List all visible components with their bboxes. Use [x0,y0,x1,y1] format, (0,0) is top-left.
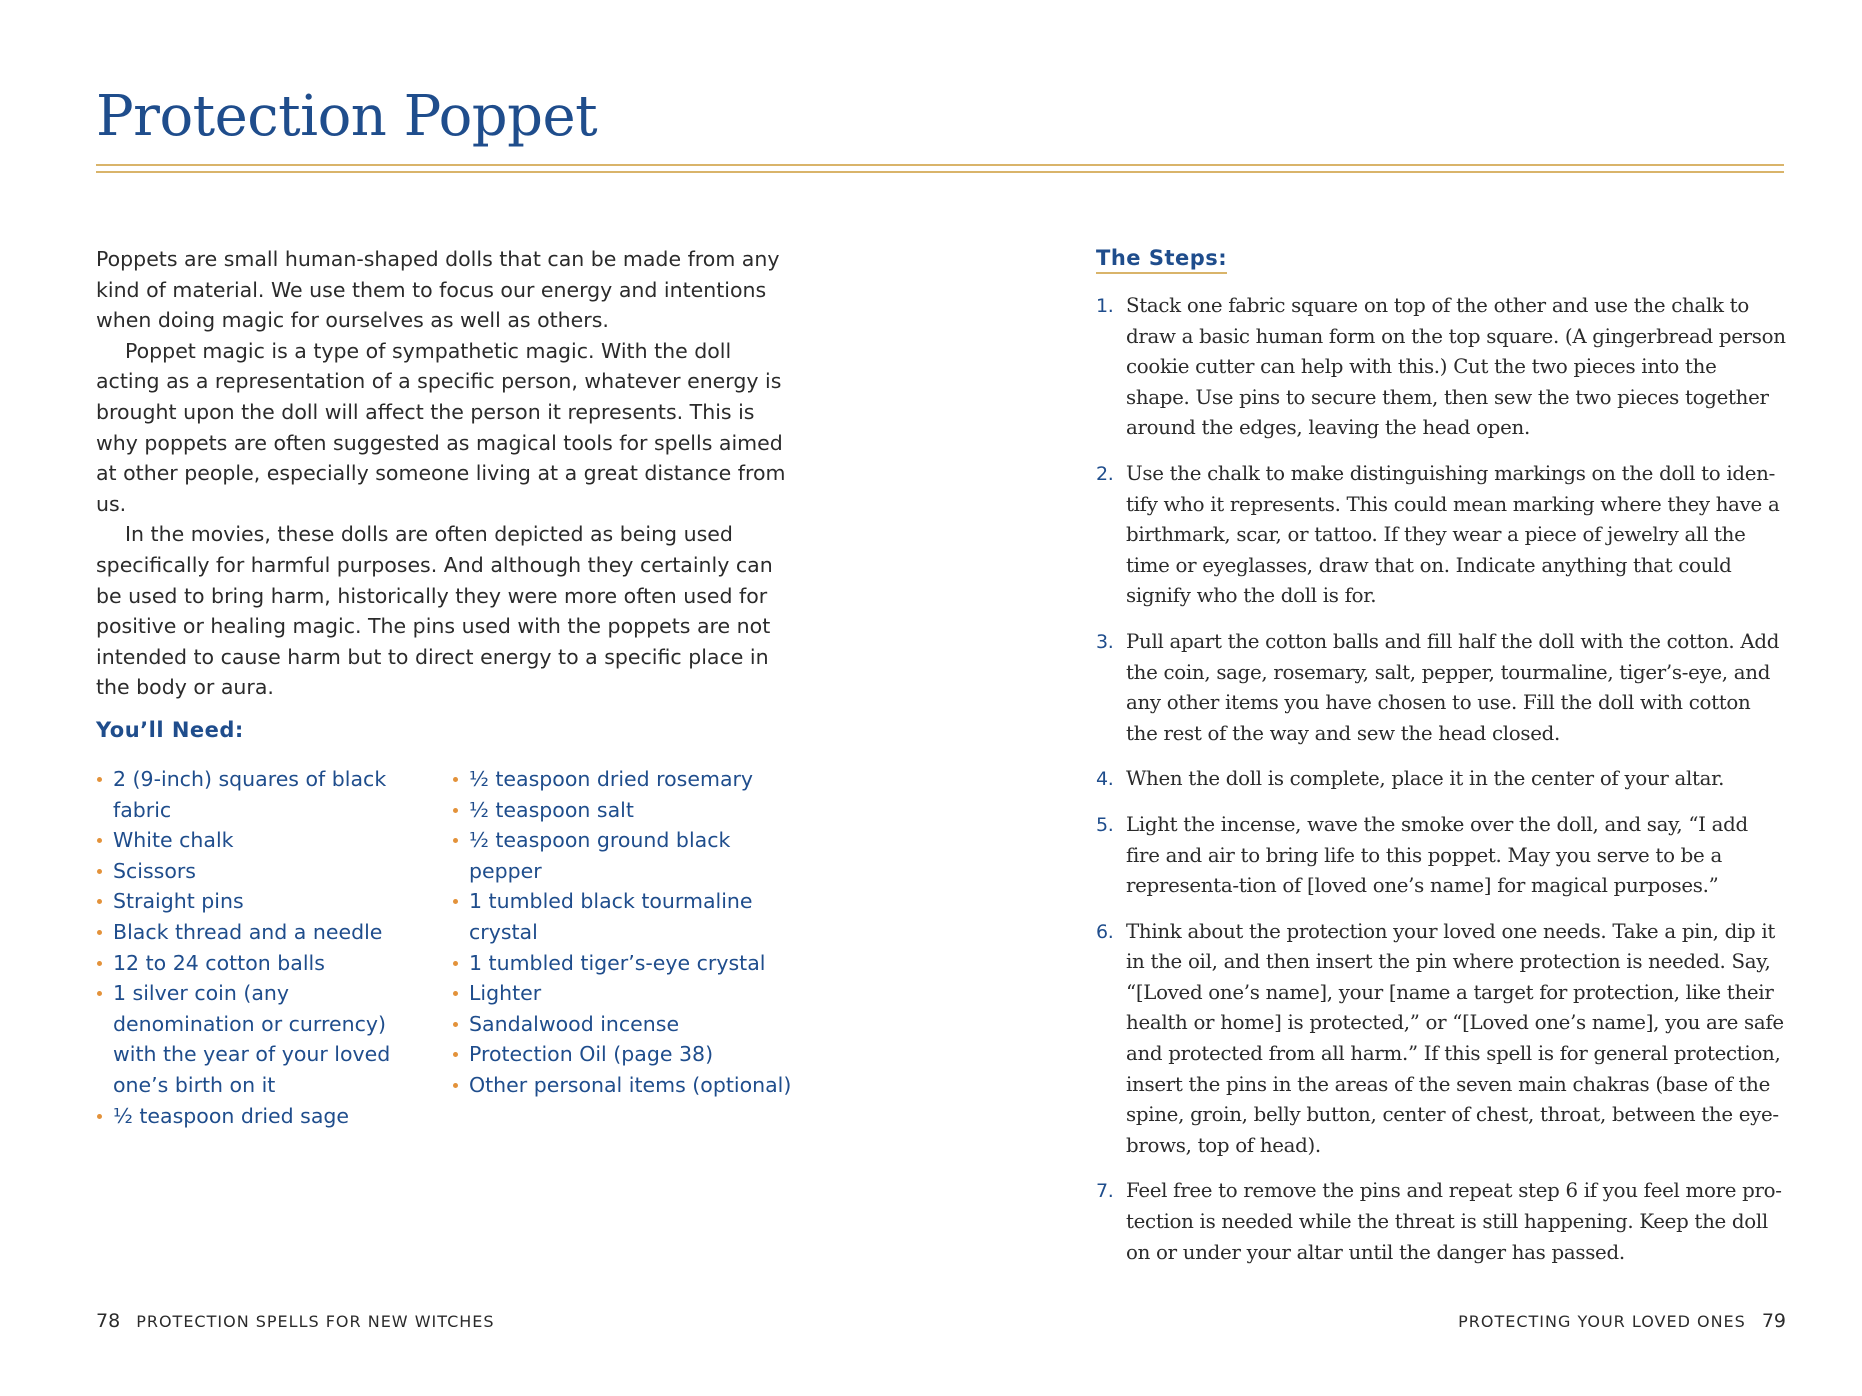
step-number: 3. [1096,630,1114,653]
step-number: 7. [1096,1180,1114,1203]
step-text: Light the incense, wave the smoke over the doll, and say, “I add fire and air to bring life to this poppet. May you serve to be a representa-tion of [loved one’s name] for magical purposes.” [1126,812,1748,898]
ingredient-item: ½ teaspoon dried sage [96,1101,416,1132]
step-number: 6. [1096,920,1114,943]
ingredient-item: ½ teaspoon ground black pepper [452,825,797,886]
intro-paragraph: Poppets are small human-shaped dolls that can be made from any kind of material. We use them to focus our energy and intentions when doing magic for ourselves as well as others. [96,247,780,333]
ingredient-item: Lighter [452,978,797,1009]
ingredient-item: 1 silver coin (any denomination or currency) with the year of your loved one’s birth on it [96,978,416,1100]
page-title: Protection Poppet [96,84,598,149]
youll-need-heading: You’ll Need: [96,718,244,742]
title-rule-top [96,164,1784,166]
step-number: 5. [1096,813,1114,836]
ingredient-item: 1 tumbled black tourmaline crystal [452,886,797,947]
step-item [1096,810,1786,902]
step-number: 2. [1096,462,1114,485]
steps-heading: The Steps: [1096,246,1227,274]
ingredient-item: Sandalwood incense [452,1009,797,1040]
running-head-left: PROTECTION SPELLS FOR NEW WITCHES [136,1312,495,1331]
ingredient-item: 2 (9-inch) squares of black fabric [96,764,416,825]
ingredient-item: White chalk [96,825,416,856]
steps-list [1096,291,1786,1283]
ingredients-list-right [452,764,797,1101]
ingredient-item: Protection Oil (page 38) [452,1039,797,1070]
footer-left [96,1310,495,1332]
step-text: Feel free to remove the pins and repeat step 6 if you feel more pro-tection is needed while the threat is still happening. Keep the doll on or under your altar until the danger has passed. [1126,1179,1782,1264]
ingredient-item: Other personal items (optional) [452,1070,797,1101]
running-head-right: PROTECTING YOUR LOVED ONES [1458,1312,1746,1331]
step-text: When the doll is complete, place it in the center of your altar. [1126,767,1725,791]
ingredient-item: Black thread and a needle [96,917,416,948]
page-number-right: 79 [1761,1310,1786,1332]
ingredient-item: Scissors [96,856,416,887]
ingredient-item: Straight pins [96,886,416,917]
step-item [1096,1176,1786,1268]
step-number: 4. [1096,768,1114,791]
step-text: Stack one fabric square on top of the other and use the chalk to draw a basic human form on the top square. (A gingerbread person cookie cutter can help with this.) Cut the two pieces into the shape. Use pins to secure them, then sew the two pieces together around the edges, leaving the head open. [1126,294,1786,440]
step-item [1096,291,1786,444]
ingredient-item: ½ teaspoon salt [452,795,797,826]
step-item [1096,764,1786,795]
step-item [1096,627,1786,749]
step-text: Use the chalk to make distinguishing markings on the doll to iden-tify who it represents. This could mean marking where they have a birthmark, scar, or tattoo. If they wear a piece of jewelry all the time or eyeglasses, draw that on. Indicate anything that could signify who the doll is for. [1126,461,1780,608]
step-text: Pull apart the cotton balls and fill half the doll with the cotton. Add the coin, sage, rosemary, salt, pepper, tourmaline, tiger’s-eye, and any other items you have chosen to use. Fill the doll with cotton the rest of the way and sew the head closed. [1126,629,1780,745]
step-item [1096,917,1786,1162]
intro-paragraph: In the movies, these dolls are often depicted as being used specifically for harmful purposes. And although they certainly can be used to bring harm, historically they were more often used for positive or healing magic. The pins used with the poppets are not intended to cause harm but to direct energy to a specific place in the body or aura. [96,522,773,700]
ingredients-list-left [96,764,416,1131]
step-text: Think about the protection your loved one needs. Take a pin, dip it in the oil, and then insert the pin where protection is needed. Say, “[Loved one’s name], your [name a target for protection, like their health or home] is protected,” or “[Loved one’s name], you are safe and protected from all harm.” If this spell is for general protection, insert the pins in the areas of the seven main chakras (base of the spine, groin, belly button, center of chest, throat, between the eye-brows, top of head). [1126,919,1784,1157]
title-rule-bottom [96,171,1784,173]
footer-right [1458,1310,1786,1332]
intro-paragraph: Poppet magic is a type of sympathetic magic. With the doll acting as a representation of a specific person, whatever energy is brought upon the doll will affect the person it represents. This is why poppets are often suggested as magical tools for spells aimed at other people, especially someone living at a great distance from us. [96,338,786,516]
step-number: 1. [1096,295,1114,317]
intro-text [96,244,796,703]
step-item [1096,459,1786,612]
ingredient-item: 1 tumbled tiger’s-eye crystal [452,948,797,979]
ingredient-item: 12 to 24 cotton balls [96,948,416,979]
ingredient-item: ½ teaspoon dried rosemary [452,764,797,795]
page-number-left: 78 [96,1310,121,1332]
